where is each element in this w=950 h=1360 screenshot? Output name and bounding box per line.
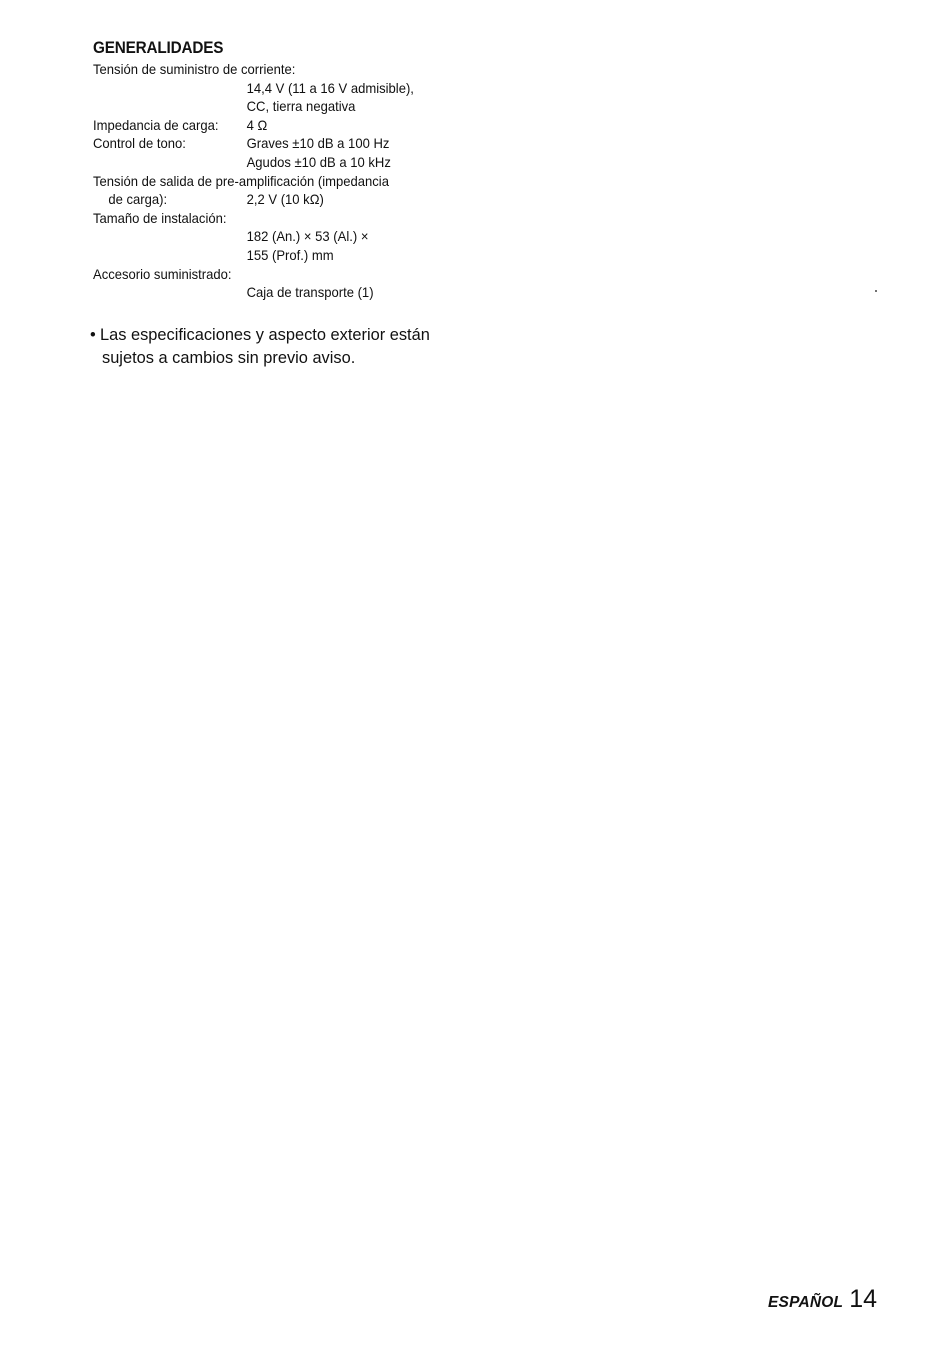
page-footer bbox=[768, 1285, 877, 1314]
note-line: Las especificaciones y aspecto exterior están bbox=[100, 326, 430, 344]
spec-line bbox=[93, 191, 496, 210]
spec-line bbox=[93, 135, 496, 154]
spec-line bbox=[93, 117, 496, 136]
spec-line bbox=[93, 154, 496, 173]
spec-label: Tensión de salida de pre-amplificación (impedancia bbox=[93, 173, 389, 189]
spec-value: CC, tierra negativa bbox=[246, 99, 356, 115]
spec-label: Tamaño de instalación: bbox=[93, 210, 227, 226]
spec-label: de carga): bbox=[108, 192, 168, 208]
spec-line bbox=[93, 61, 496, 80]
disclaimer-note bbox=[90, 324, 490, 370]
spec-line bbox=[93, 173, 496, 192]
spec-value: 182 (An.) × 53 (Al.) × bbox=[246, 229, 369, 245]
spec-value: 155 (Prof.) mm bbox=[246, 247, 334, 263]
bullet-marker: • bbox=[90, 326, 96, 344]
spec-value: Caja de transporte (1) bbox=[246, 285, 374, 301]
note-line: sujetos a cambios sin previo aviso. bbox=[102, 349, 356, 367]
spec-label: Tensión de suministro de corriente: bbox=[93, 62, 296, 77]
scan-speck bbox=[875, 290, 877, 292]
spec-label: Impedancia de carga: bbox=[93, 117, 219, 133]
spec-label: Control de tono: bbox=[93, 136, 186, 152]
page-number: 14 bbox=[849, 1285, 877, 1313]
spec-line bbox=[93, 80, 496, 99]
language-label: ESPAÑOL bbox=[768, 1294, 844, 1311]
spec-value: Graves ±10 dB a 100 Hz bbox=[246, 136, 390, 152]
spec-line bbox=[93, 98, 496, 117]
spec-value: 14,4 V (11 a 16 V admisible), bbox=[246, 80, 414, 96]
section-heading: GENERALIDADES bbox=[93, 38, 224, 57]
spec-value: 4 Ω bbox=[246, 117, 268, 133]
spec-value: 2,2 V (10 kΩ) bbox=[246, 192, 324, 208]
spec-line bbox=[93, 284, 496, 303]
spec-label: Accesorio suministrado: bbox=[93, 266, 232, 282]
spec-line bbox=[93, 228, 496, 247]
spec-line bbox=[93, 210, 496, 229]
spec-line bbox=[93, 247, 496, 266]
spec-line bbox=[93, 266, 496, 285]
spec-list bbox=[93, 61, 496, 303]
spec-value: Agudos ±10 dB a 10 kHz bbox=[246, 154, 391, 170]
